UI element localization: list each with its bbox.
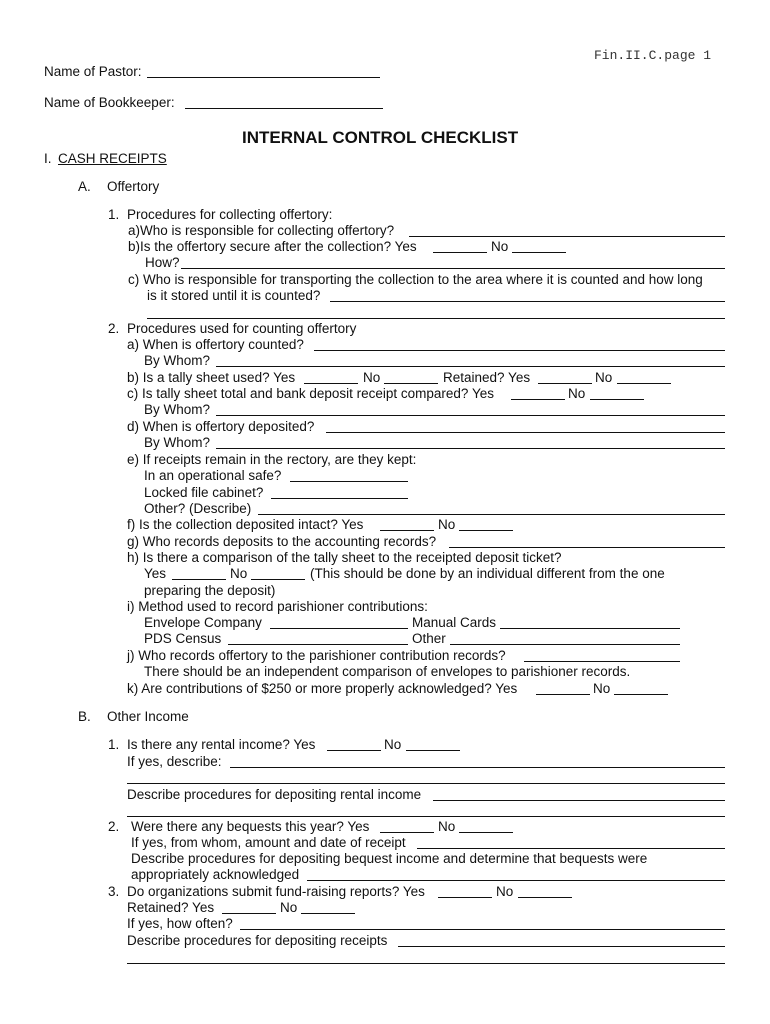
- note-text: (This should be done by an individual different from the one: [310, 566, 665, 581]
- describe-label-cont: appropriately acknowledged: [131, 867, 300, 882]
- no-label: No: [593, 681, 611, 696]
- answer-line[interactable]: [181, 268, 725, 269]
- by-whom-label: By Whom?: [144, 402, 211, 417]
- yes-label: Yes: [144, 566, 167, 581]
- answer-line[interactable]: [449, 547, 725, 548]
- envelope-company-label: Envelope Company: [144, 615, 262, 630]
- no-label: No: [230, 566, 248, 581]
- question-i: i) Method used to record parishioner contributions:: [127, 599, 428, 614]
- question-text: Procedures for collecting offertory:: [127, 207, 333, 222]
- answer-line[interactable]: [127, 816, 725, 817]
- answer-line[interactable]: [524, 661, 680, 662]
- question-a: a)Who is responsible for collecting offertory?: [128, 223, 395, 238]
- answer-line[interactable]: [450, 644, 680, 645]
- no-line[interactable]: [512, 252, 566, 253]
- subsection-title-offertory: Offertory: [107, 179, 160, 194]
- yes-line[interactable]: [380, 832, 434, 833]
- pastor-label: Name of Pastor:: [44, 64, 142, 79]
- answer-line[interactable]: [230, 767, 725, 768]
- retained-label: Retained? Yes: [443, 370, 531, 385]
- how-often-label: If yes, how often?: [127, 916, 233, 931]
- answer-line[interactable]: [290, 481, 408, 482]
- question-f: f) Is the collection deposited intact? Yes: [127, 517, 364, 532]
- cabinet-label: Locked file cabinet?: [144, 485, 264, 500]
- answer-line[interactable]: [330, 301, 725, 302]
- question-e: e) If receipts remain in the rectory, are they kept:: [127, 452, 417, 467]
- answer-line[interactable]: [127, 783, 725, 784]
- pds-census-label: PDS Census: [144, 631, 222, 646]
- question-c: c) Is tally sheet total and bank deposit receipt compared? Yes: [127, 386, 494, 401]
- no-line[interactable]: [590, 399, 644, 400]
- how-label: How?: [145, 255, 180, 270]
- answer-line[interactable]: [433, 800, 725, 801]
- answer-line[interactable]: [307, 880, 725, 881]
- other-label: Other: [412, 631, 446, 646]
- question-number: 3.: [108, 884, 120, 899]
- pastor-field[interactable]: [147, 77, 380, 78]
- no-label: No: [384, 737, 402, 752]
- note-text-cont: preparing the deposit): [144, 583, 276, 598]
- answer-line[interactable]: [326, 432, 725, 433]
- by-whom-label: By Whom?: [144, 353, 211, 368]
- subsection-letter-b: B.: [78, 709, 91, 724]
- bookkeeper-label: Name of Bookkeeper:: [44, 95, 175, 110]
- answer-line[interactable]: [314, 350, 725, 351]
- answer-line[interactable]: [417, 848, 725, 849]
- safe-label: In an operational safe?: [144, 468, 282, 483]
- question-text: Were there any bequests this year? Yes: [131, 819, 370, 834]
- document-title: INTERNAL CONTROL CHECKLIST: [242, 128, 519, 147]
- no-line[interactable]: [459, 530, 513, 531]
- section-title: CASH RECEIPTS: [58, 151, 167, 166]
- yes-line[interactable]: [538, 383, 592, 384]
- yes-line[interactable]: [511, 399, 565, 400]
- question-a: a) When is offertory counted?: [127, 337, 304, 352]
- answer-line[interactable]: [270, 628, 408, 629]
- question-text: Is there any rental income? Yes: [127, 737, 316, 752]
- section-number: I.: [44, 151, 52, 166]
- answer-line[interactable]: [216, 448, 725, 449]
- question-number: 1.: [108, 737, 120, 752]
- answer-line[interactable]: [271, 498, 408, 499]
- yes-line[interactable]: [433, 252, 487, 253]
- subsection-letter-a: A.: [78, 179, 91, 194]
- question-h: h) Is there a comparison of the tally sheet to the receipted deposit ticket?: [127, 550, 562, 565]
- no-label: No: [568, 386, 586, 401]
- no-line[interactable]: [518, 897, 572, 898]
- answer-line[interactable]: [409, 236, 725, 237]
- no-line[interactable]: [617, 383, 671, 384]
- question-text: Do organizations submit fund-raising reports? Yes: [127, 884, 425, 899]
- if-yes-label: If yes, from whom, amount and date of receipt: [131, 835, 406, 850]
- describe-label: Describe procedures for depositing bequest income and determine that bequests were: [131, 851, 648, 866]
- no-label: No: [280, 900, 298, 915]
- yes-line[interactable]: [327, 750, 381, 751]
- no-label: No: [491, 239, 509, 254]
- yes-line[interactable]: [438, 897, 492, 898]
- other-label: Other? (Describe): [144, 501, 252, 516]
- no-label: No: [595, 370, 613, 385]
- no-label: No: [363, 370, 381, 385]
- question-k: k) Are contributions of $250 or more properly acknowledged? Yes: [127, 681, 518, 696]
- subsection-title-other-income: Other Income: [107, 709, 189, 724]
- question-g: g) Who records deposits to the accounting records?: [127, 534, 437, 549]
- question-number: 2.: [108, 321, 120, 336]
- no-line[interactable]: [459, 832, 513, 833]
- no-label: No: [496, 884, 514, 899]
- no-line[interactable]: [301, 913, 355, 914]
- question-j: j) Who records offertory to the parishioner contribution records?: [127, 648, 506, 663]
- answer-line[interactable]: [228, 644, 408, 645]
- describe-label: Describe procedures for depositing receipts: [127, 933, 388, 948]
- yes-line[interactable]: [304, 383, 358, 384]
- manual-cards-label: Manual Cards: [412, 615, 497, 630]
- answer-line[interactable]: [398, 946, 725, 947]
- if-yes-label: If yes, describe:: [127, 754, 222, 769]
- question-b: b)Is the offertory secure after the collection? Yes: [128, 239, 417, 254]
- answer-line[interactable]: [147, 318, 725, 319]
- question-number: 1.: [108, 207, 120, 222]
- question-c-cont: is it stored until it is counted?: [147, 288, 321, 303]
- answer-line[interactable]: [127, 963, 725, 964]
- yes-line[interactable]: [380, 530, 434, 531]
- no-line[interactable]: [406, 750, 460, 751]
- no-line[interactable]: [384, 383, 438, 384]
- question-text: Procedures used for counting offertory: [127, 321, 357, 336]
- no-line[interactable]: [614, 694, 668, 695]
- answer-line[interactable]: [258, 514, 725, 515]
- answer-line[interactable]: [216, 415, 725, 416]
- question-number: 2.: [108, 819, 120, 834]
- no-label: No: [438, 819, 456, 834]
- yes-line[interactable]: [536, 694, 590, 695]
- describe-label: Describe procedures for depositing rental income: [127, 787, 422, 802]
- note-text: There should be an independent comparison of envelopes to parishioner records.: [144, 664, 631, 679]
- retained-label: Retained? Yes: [127, 900, 215, 915]
- question-b: b) Is a tally sheet used? Yes: [127, 370, 296, 385]
- by-whom-label: By Whom?: [144, 435, 211, 450]
- question-d: d) When is offertory deposited?: [127, 419, 315, 434]
- answer-line[interactable]: [500, 628, 680, 629]
- question-c: c) Who is responsible for transporting the collection to the area where it is counted and how long: [128, 272, 703, 287]
- no-line[interactable]: [251, 579, 305, 580]
- answer-line[interactable]: [216, 366, 725, 367]
- bookkeeper-field[interactable]: [185, 108, 383, 109]
- yes-line[interactable]: [172, 579, 226, 580]
- yes-line[interactable]: [222, 913, 276, 914]
- page-reference: Fin.II.C.page 1: [594, 48, 712, 63]
- answer-line[interactable]: [240, 929, 725, 930]
- no-label: No: [438, 517, 456, 532]
